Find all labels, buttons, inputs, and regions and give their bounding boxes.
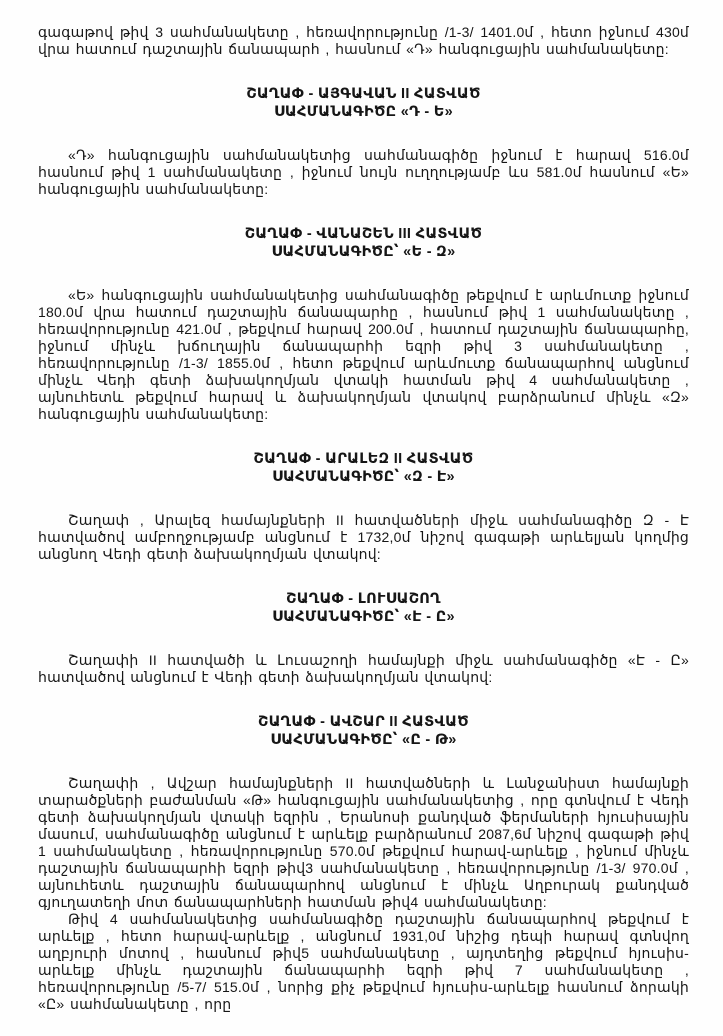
section-body-paragraph: Թիվ 4 սահմանակետից սահմանագիծը դաշտային ճանապարհով թեքվում է արևելք , հետո հարավ-արևելք , անցնում 1931,0մ նիշից դեպի հարավ գտնվող աղբյուրի մոտով , հասնում թիվ5 սահմանակետը , այդտեղից թեքվում հյուսիս-արևելք մինչև դաշտային ճանապարհի եզրի թիվ 7 սահմանակետը , հեռավորությունը /5-7/ 515.0մ , նորից քիչ թեքվում հյուսիս-արևելք հասնում ձորակի «Ը» սահմանակետը , որը [38,911,689,1012]
section-heading-subtitle: ՍԱՀՄԱՆԱԳԻԾԸ՝ «Զ - Է» [272,469,455,485]
section-heading-subtitle: ՍԱՀՄԱՆԱԳԻԾԸ՝ «Ը - Թ» [270,732,457,748]
section-heading [38,225,689,261]
section-heading-subtitle: ՍԱՀՄԱՆԱԳԻԾԸ՝ «Է - Ը» [272,609,455,625]
section-shaghap-aygavan [38,85,689,198]
section-heading-subtitle: ՍԱՀՄԱՆԱԳԻԾԸ՝ «Ե - Զ» [271,244,456,260]
section-heading-title: ՇԱՂԱՓ - ԱՎՇԱՐ II ՀԱՏՎԱԾ [258,714,469,730]
section-body-paragraph: «Դ» հանգուցային սահմանակետից սահմանագիծը իջնում է հարավ 516.0մ հասնում թիվ 1 սահմանակետը , իջնում նույն ուղղությամբ ևս 581.0մ հասնում «Ե» հանգուցային սահմանակետը: [38,147,689,197]
section-heading [38,713,689,749]
section-body-paragraph: Շաղափի II հատվածի և Լուսաշողի համայնքի միջև սահմանագիծը «Է - Ը» հատվածով անցնում է Վեդի գետի ձախակողմյան վտակով: [38,652,689,685]
section-heading-title: ՇԱՂԱՓ - ԱՐԱԼԵԶ II ՀԱՏՎԱԾ [253,451,474,467]
section-heading-title: ՇԱՂԱՓ - ՎԱՆԱՇԵՆ III ՀԱՏՎԱԾ [244,226,483,242]
section-body-paragraph: Շաղափ , Արալեզ համայնքների II հատվածների միջև սահմանագիծը Զ - Է հատվածով ամբողջությամբ անցնում է 1732,0մ նիշով գագաթի արևելյան կողմից անցնող Վեդի գետի ձախակողմյան վտակով: [38,512,689,562]
section-shaghap-avshar [38,713,689,1013]
section-heading-subtitle: ՍԱՀՄԱՆԱԳԻԾԸ «Դ - Ե» [273,104,454,120]
section-heading [38,85,689,121]
section-shaghap-lusashogh [38,590,689,686]
section-heading-title: ՇԱՂԱՓ - ԼՈՒՍԱՇՈՂ [286,591,441,607]
section-body-paragraph: Շաղափի , Ավշար համայնքների II հատվածների և Լանջանիստ համայնքի տարածքների բաժանման «Թ» հանգուցային սահմանակետից , որը գտնվում է Վեդի գետի ձախակողմյան վտակի եզրին , Երանոսի քանդված ֆերմաների հյուսիսային մասում, սահմանագիծը անցնում է արևելք բարձրանում 2087,6մ նիշով գագաթի թիվ 1 սահմանակետը , հեռավորությունը 570.0մ թեքվում հարավ-արևելք , իջնում մինչև դաշտային ճանապարհի եզրի թիվ3 սահմանակետը , հեռավորությունը /1-3/ 970.0մ , այնուհետև դաշտային ճանապարհով անցնում է մինչև Աղբուրակ քանդված գյուղատեղի մոտ ճանապարհների հատման թիվ4 սահմանակետը: [38,775,689,910]
section-body-paragraph: «Ե» հանգուցային սահմանակետից սահմանագիծը թեքվում է արևմուտք իջնում 180.0մ վրա հատում դաշտային ճանապարհը , հասնում թիվ 1 սահմանակետը , հեռավորությունը 421.0մ , թեքվում հարավ 200.0մ , հատում դաշտային ճանապարհը, իջնում մինչև խճուղային ճանապարհի եզրի թիվ 3 սահմանակետը , հեռավորությունը /1-3/ 1855.0մ , հետո թեքվում արևմուտք ճանապարհով անցնում մինչև Վեդի գետի ձախակողմյան վտակի հատման թիվ 4 սահմանակետը , այնուհետև թեքվում հարավ և ձախակողմյան վտակով բարձրանում մինչև «Զ» հանգուցային սահմանակետը: [38,287,689,422]
section-shaghap-aralez [38,450,689,563]
section-shaghap-vanashen [38,225,689,423]
section-heading [38,450,689,486]
continuation-paragraph: գագաթով թիվ 3 սահմանակետը , հեռավորությունը /1-3/ 1401.0մ , հետո իջնում 430մ վրա հատում դաշտային ճանապարհ , հասնում «Դ» հանգուցային սահմանակետը: [38,24,689,57]
section-heading-title: ՇԱՂԱՓ - ԱՅԳԱՎԱՆ II ՀԱՏՎԱԾ [246,86,481,102]
section-heading [38,590,689,626]
